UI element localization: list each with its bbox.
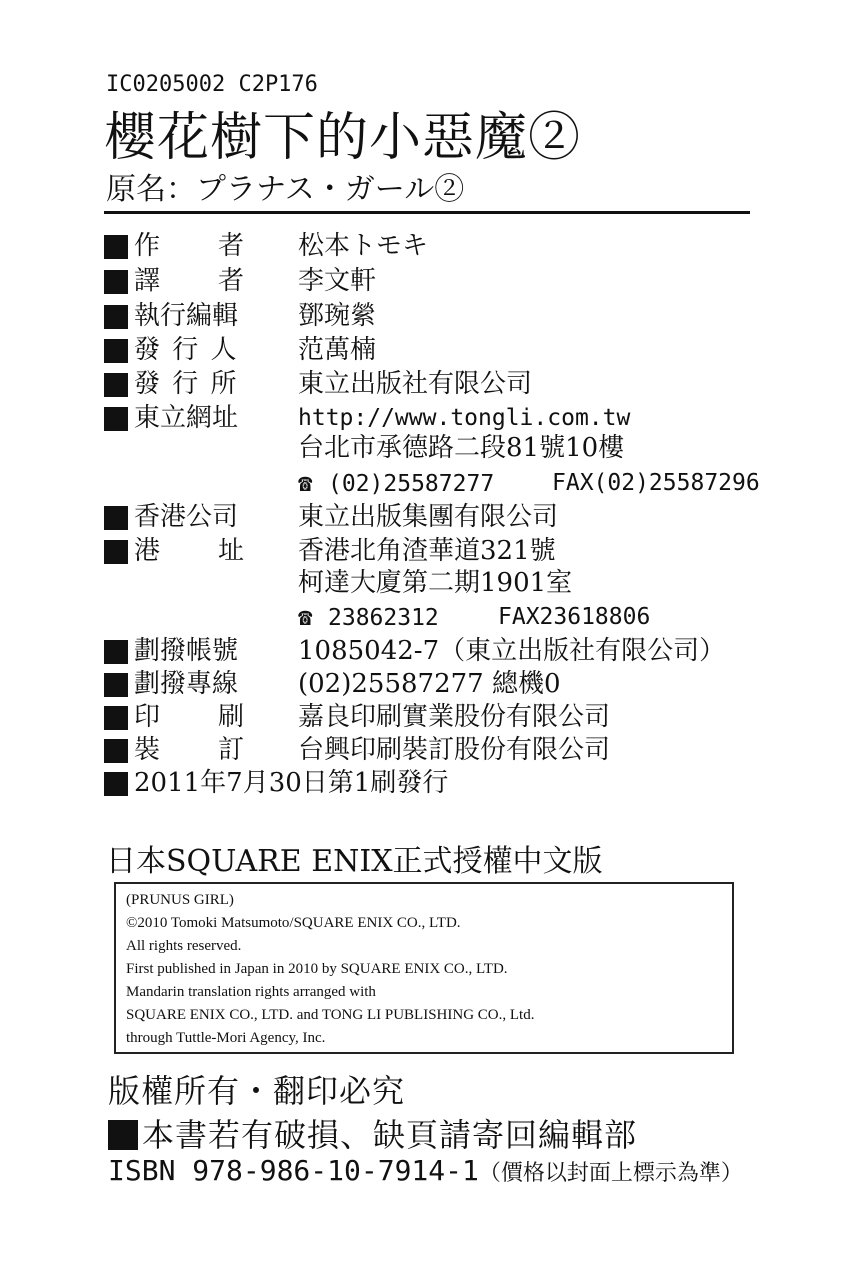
bullet-square xyxy=(104,540,128,564)
tongli-fax: FAX(02)25587296 xyxy=(552,470,760,496)
credit-label: 香港公司 xyxy=(134,502,239,532)
bullet-square xyxy=(104,506,128,530)
isbn: ISBN 978-986-10-7914-1 xyxy=(108,1154,479,1187)
credit-label: 劃撥帳號 xyxy=(134,636,239,666)
website-link[interactable]: http://www.tongli.com.tw xyxy=(298,405,631,431)
hk-phone: 23862312 xyxy=(328,605,439,631)
damage-notice: 本書若有破損、缺頁請寄回編輯部 xyxy=(142,1116,638,1154)
copyright-line: ©2010 Tomoki Matsumoto/SQUARE ENIX CO., LTD. xyxy=(126,915,461,931)
bullet-square xyxy=(108,1120,138,1150)
tongli-phone: (02)25587277 xyxy=(328,471,495,497)
bullet-square xyxy=(104,739,128,763)
copyright-line: (PRUNUS GIRL) xyxy=(126,892,234,908)
original-title: 原名：プラナス・ガール② xyxy=(106,172,465,207)
credit-row-publisher xyxy=(104,333,764,367)
credit-value: 李文軒 xyxy=(298,266,377,296)
tongli-address: 台北市承德路二段81號10樓 xyxy=(298,433,625,463)
credit-label: 執行編輯 xyxy=(134,301,239,331)
rights-reserved: 版權所有・翻印必究 xyxy=(108,1072,406,1110)
credit-row-translator xyxy=(104,264,764,298)
bullet-square xyxy=(104,407,128,431)
damage-notice-line xyxy=(108,1110,637,1156)
bullet-square xyxy=(104,235,128,259)
credit-value: 香港北角渣華道321號 xyxy=(298,536,556,566)
phone-icon: ☎ xyxy=(298,469,313,497)
credit-label: 港 址 xyxy=(134,536,247,566)
hk-company-row xyxy=(104,500,764,534)
credit-row-publishing-house xyxy=(104,367,764,401)
credit-row-account xyxy=(104,634,764,668)
credit-row-binder xyxy=(104,733,764,767)
hk-fax: FAX23618806 xyxy=(498,604,651,630)
copyright-box xyxy=(114,882,734,1054)
bullet-square xyxy=(104,270,128,294)
bullet-square xyxy=(104,305,128,329)
copyright-line: Mandarin translation rights arranged with xyxy=(126,984,376,1000)
credit-label: 譯 者 xyxy=(134,266,247,296)
phone-icon: ☎ xyxy=(298,603,313,631)
first-print: 2011年7月30日第1刷發行 xyxy=(134,768,449,798)
first-print-row xyxy=(104,766,764,800)
credit-label: 東立網址 xyxy=(134,403,239,433)
credit-label: 印 刷 xyxy=(134,702,247,732)
credit-value: 東立出版社有限公司 xyxy=(298,369,533,399)
credit-value: 台興印刷裝訂股份有限公司 xyxy=(298,735,611,765)
hk-address-line2: 柯達大廈第二期1901室 xyxy=(298,568,573,598)
credit-label: 作 者 xyxy=(134,231,247,261)
credit-row-editor xyxy=(104,299,764,333)
credit-row-printer xyxy=(104,700,764,734)
title-divider xyxy=(104,211,750,214)
authorization-statement: 日本SQUARE ENIX正式授權中文版 xyxy=(106,844,603,879)
credit-value: 鄧琬縈 xyxy=(298,301,377,331)
bullet-square xyxy=(104,673,128,697)
credit-value: 松本トモキ xyxy=(298,231,429,261)
copyright-line: First published in Japan in 2010 by SQUARE ENIX CO., LTD. xyxy=(126,961,508,977)
isbn-line xyxy=(108,1154,743,1187)
bullet-square xyxy=(104,772,128,796)
bullet-square xyxy=(104,640,128,664)
credit-value: 嘉良印刷實業股份有限公司 xyxy=(298,702,611,732)
hk-phone-line xyxy=(298,600,439,635)
credit-row-hotline xyxy=(104,667,764,701)
bullet-square xyxy=(104,373,128,397)
tongli-phone-line xyxy=(298,466,494,501)
credit-row-website xyxy=(104,401,764,435)
copyright-line: SQUARE ENIX CO., LTD. and TONG LI PUBLISHING CO., Ltd. xyxy=(126,1007,535,1023)
credit-label: 劃撥專線 xyxy=(134,669,239,699)
credit-value: (02)25587277 總機0 xyxy=(298,669,561,699)
book-title: 櫻花樹下的小惡魔② xyxy=(104,108,582,168)
hk-address-row xyxy=(104,534,764,568)
credit-label: 裝 訂 xyxy=(134,735,247,765)
credit-row-author xyxy=(104,229,764,263)
credit-value: 1085042-7（東立出版社有限公司） xyxy=(298,636,726,666)
price-note: （價格以封面上標示為準） xyxy=(478,1161,743,1186)
bullet-square xyxy=(104,706,128,730)
credit-value: 范萬楠 xyxy=(298,335,377,365)
catalog-code: IC0205002 C2P176 xyxy=(106,72,318,97)
credit-label: 發 行 所 xyxy=(134,369,239,399)
bullet-square xyxy=(104,339,128,363)
credit-label: 發 行 人 xyxy=(134,335,239,365)
copyright-line: through Tuttle-Mori Agency, Inc. xyxy=(126,1030,326,1046)
credit-value: 東立出版集團有限公司 xyxy=(298,502,559,532)
copyright-line: All rights reserved. xyxy=(126,938,242,954)
